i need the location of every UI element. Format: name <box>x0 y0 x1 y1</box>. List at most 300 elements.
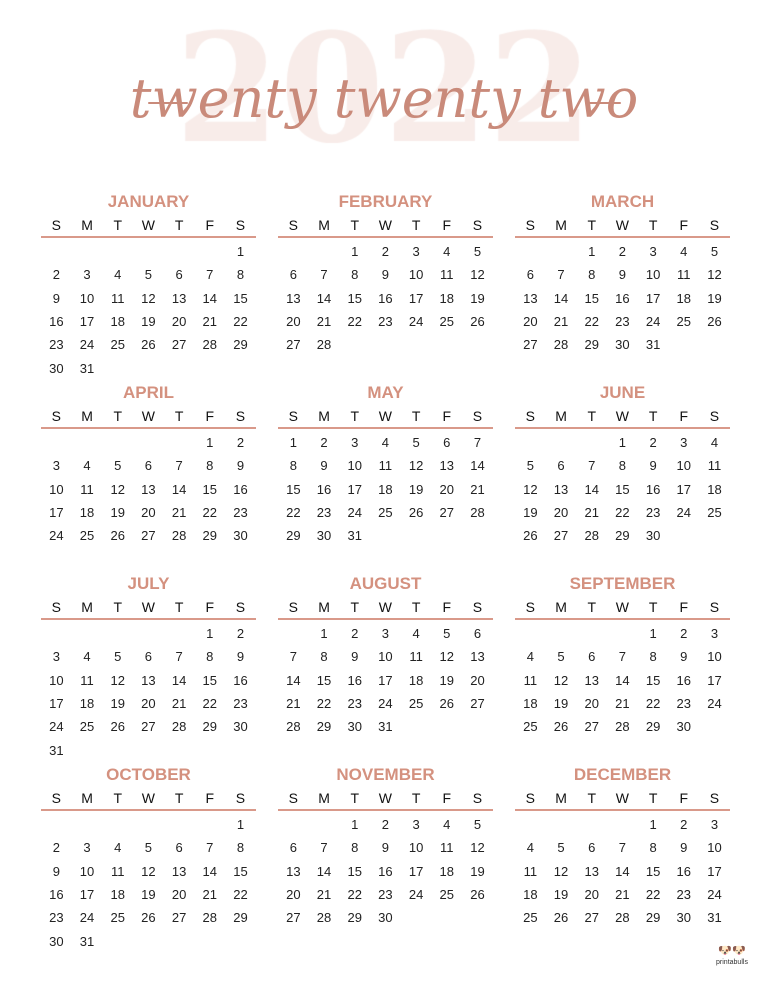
day-cell: 29 <box>233 910 248 926</box>
weekday-label: M <box>318 790 330 806</box>
day-cell: 15 <box>316 672 332 688</box>
week-row <box>41 431 256 454</box>
day-cell: 25 <box>439 887 455 903</box>
weekday-label: T <box>113 408 122 424</box>
day-cell: 3 <box>680 435 688 451</box>
day-cell: 30 <box>49 933 64 949</box>
day-cell: 12 <box>141 290 156 306</box>
day-cell: 28 <box>171 528 187 544</box>
day-cell: 15 <box>233 863 248 879</box>
weekday-label: F <box>205 408 215 424</box>
weekday-label: S <box>525 790 536 806</box>
day-cell: 10 <box>378 649 393 665</box>
day-cell: 21 <box>553 314 569 330</box>
day-cell: 6 <box>443 435 451 451</box>
day-cell: 25 <box>110 910 125 926</box>
day-cell: 8 <box>588 267 596 283</box>
day-cell: 8 <box>618 458 627 474</box>
day-cell: 7 <box>588 458 596 474</box>
month-name: JANUARY <box>107 192 190 211</box>
weekday-label: S <box>51 217 62 233</box>
day-cell: 22 <box>645 887 661 903</box>
day-cell: 30 <box>645 528 661 544</box>
day-cell: 11 <box>440 840 454 856</box>
month-march <box>515 190 730 356</box>
day-cell: 25 <box>110 337 125 353</box>
day-cell: 2 <box>52 267 60 283</box>
week-row <box>515 431 730 454</box>
day-cell: 5 <box>412 435 420 451</box>
day-cell: 7 <box>618 840 627 856</box>
day-cell: 18 <box>676 290 692 306</box>
day-cell: 13 <box>470 649 485 665</box>
weekday-label: M <box>318 217 330 233</box>
day-cell: 22 <box>584 314 599 330</box>
day-cell: 10 <box>707 840 722 856</box>
day-cell: 31 <box>49 742 64 758</box>
day-cell: 27 <box>584 719 599 735</box>
day-cell: 15 <box>645 672 661 688</box>
day-cell: 31 <box>645 337 661 353</box>
week-row <box>515 263 730 286</box>
week-row <box>41 669 256 692</box>
day-cell: 22 <box>233 887 248 903</box>
day-cell: 19 <box>470 863 485 879</box>
day-cell: 1 <box>588 244 596 260</box>
week-row <box>278 263 493 286</box>
weekday-label: T <box>587 790 596 806</box>
weekday-label: F <box>442 790 452 806</box>
week-row <box>515 454 730 477</box>
weekday-header <box>515 214 730 238</box>
day-cell: 16 <box>233 672 248 688</box>
week-row <box>515 478 730 501</box>
day-cell: 26 <box>707 314 722 330</box>
day-cell: 24 <box>645 314 661 330</box>
day-cell: 10 <box>49 481 64 497</box>
day-cell: 15 <box>233 290 248 306</box>
day-cell: 26 <box>553 910 569 926</box>
day-cell: 3 <box>710 626 719 642</box>
weekday-label: M <box>318 599 330 615</box>
month-name: MAY <box>367 383 404 402</box>
weekday-header <box>41 405 256 429</box>
week-row <box>41 240 256 263</box>
day-cell: 11 <box>378 458 393 474</box>
day-cell: 20 <box>584 696 599 712</box>
weekday-label: W <box>378 408 393 424</box>
weekday-label: S <box>525 599 536 615</box>
day-cell: 23 <box>676 696 692 712</box>
day-cell: 10 <box>79 863 95 879</box>
day-cell: 21 <box>615 887 630 903</box>
day-cell: 14 <box>202 863 218 879</box>
day-cell: 26 <box>110 528 125 544</box>
day-cell: 24 <box>676 505 692 521</box>
day-cell: 23 <box>378 314 393 330</box>
day-cell: 24 <box>347 505 362 521</box>
day-cell: 28 <box>615 719 630 735</box>
day-cell: 26 <box>523 528 538 544</box>
day-cell: 16 <box>316 481 332 497</box>
weekday-label: W <box>141 599 156 615</box>
day-cell: 19 <box>707 290 722 306</box>
day-cell: 24 <box>408 314 424 330</box>
day-cell: 8 <box>320 649 328 665</box>
weekday-label: S <box>288 408 299 424</box>
weekday-label: F <box>205 217 215 233</box>
weekday-label: F <box>205 599 215 615</box>
day-cell: 17 <box>79 314 95 330</box>
day-cell: 4 <box>680 244 688 260</box>
day-cell: 2 <box>680 626 688 642</box>
day-cell: 24 <box>378 696 393 712</box>
day-cell: 10 <box>676 458 692 474</box>
day-cell: 16 <box>676 672 692 688</box>
day-cell: 5 <box>473 244 482 260</box>
day-cell: 18 <box>439 290 455 306</box>
weekday-label: T <box>587 408 596 424</box>
weekday-label: S <box>288 217 299 233</box>
weekday-label: T <box>587 217 596 233</box>
day-cell: 17 <box>79 887 95 903</box>
day-cell: 26 <box>470 887 485 903</box>
week-row <box>515 310 730 333</box>
month-october <box>41 763 256 953</box>
day-cell: 10 <box>49 672 64 688</box>
day-cell: 5 <box>114 649 122 665</box>
week-row <box>515 813 730 836</box>
weekday-label: S <box>472 790 483 806</box>
day-cell: 16 <box>615 290 630 306</box>
week-row <box>515 333 730 356</box>
day-cell: 27 <box>439 505 455 521</box>
day-cell: 17 <box>645 290 661 306</box>
day-cell: 12 <box>110 481 125 497</box>
day-cell: 9 <box>351 649 359 665</box>
day-cell: 5 <box>473 817 482 833</box>
week-row <box>515 860 730 883</box>
day-cell: 12 <box>553 672 569 688</box>
day-cell: 4 <box>381 435 390 451</box>
day-cell: 14 <box>316 863 332 879</box>
day-cell: 24 <box>49 528 64 544</box>
week-row <box>278 669 493 692</box>
day-cell: 17 <box>707 863 722 879</box>
day-cell: 4 <box>114 267 122 283</box>
weekday-label: T <box>174 217 184 233</box>
day-cell: 18 <box>110 887 125 903</box>
day-cell: 7 <box>320 840 328 856</box>
day-cell: 19 <box>110 696 125 712</box>
day-cell: 16 <box>378 290 393 306</box>
day-cell: 4 <box>710 435 719 451</box>
day-cell: 24 <box>79 910 95 926</box>
day-cell: 11 <box>523 672 538 688</box>
week-row <box>515 906 730 929</box>
day-cell: 28 <box>553 337 569 353</box>
day-cell: 9 <box>52 290 60 306</box>
day-cell: 2 <box>381 244 390 260</box>
week-row <box>41 645 256 668</box>
day-cell: 14 <box>553 290 569 306</box>
day-cell: 23 <box>49 910 64 926</box>
day-cell: 20 <box>286 887 301 903</box>
day-cell: 21 <box>171 505 187 521</box>
day-cell: 4 <box>526 649 534 665</box>
day-cell: 23 <box>645 505 661 521</box>
day-cell: 28 <box>316 910 332 926</box>
day-cell: 12 <box>439 649 455 665</box>
day-cell: 6 <box>557 458 565 474</box>
weekday-header <box>41 596 256 620</box>
day-cell: 21 <box>286 696 301 712</box>
day-cell: 1 <box>351 244 359 260</box>
day-cell: 17 <box>49 696 64 712</box>
week-row <box>515 715 730 738</box>
day-cell: 20 <box>141 696 156 712</box>
day-cell: 26 <box>439 696 455 712</box>
weekday-label: F <box>442 599 452 615</box>
day-cell: 23 <box>347 696 362 712</box>
day-cell: 5 <box>443 626 451 642</box>
weekday-label: S <box>235 408 246 424</box>
day-cell: 1 <box>206 626 214 642</box>
day-cell: 15 <box>286 481 301 497</box>
weekday-label: T <box>174 408 184 424</box>
week-row <box>41 310 256 333</box>
day-cell: 20 <box>470 672 485 688</box>
weekday-header <box>515 787 730 811</box>
day-cell: 21 <box>470 481 485 497</box>
day-cell: 29 <box>615 528 630 544</box>
day-cell: 15 <box>645 863 661 879</box>
day-cell: 30 <box>233 528 248 544</box>
weekday-label: T <box>648 217 658 233</box>
day-cell: 30 <box>233 719 248 735</box>
day-cell: 28 <box>202 337 218 353</box>
day-cell: 28 <box>171 719 187 735</box>
day-cell: 6 <box>175 840 183 856</box>
day-cell: 10 <box>645 267 661 283</box>
week-row <box>515 240 730 263</box>
day-cell: 4 <box>443 244 451 260</box>
day-cell: 19 <box>553 887 569 903</box>
day-cell: 29 <box>584 337 599 353</box>
weekday-label: M <box>318 408 330 424</box>
month-june <box>515 381 730 547</box>
day-cell: 27 <box>171 910 187 926</box>
month-november <box>278 763 493 929</box>
day-cell: 13 <box>584 863 599 879</box>
day-cell: 22 <box>347 887 362 903</box>
day-cell: 4 <box>443 817 451 833</box>
day-cell: 2 <box>52 840 60 856</box>
weekday-label: S <box>472 599 483 615</box>
week-row <box>41 478 256 501</box>
weekday-label: S <box>51 408 62 424</box>
day-cell: 2 <box>236 626 245 642</box>
day-cell: 5 <box>144 267 153 283</box>
day-cell: 17 <box>676 481 692 497</box>
month-name: OCTOBER <box>106 765 191 784</box>
day-cell: 11 <box>80 672 94 688</box>
weekday-label: W <box>615 217 630 233</box>
weekday-label: T <box>587 599 596 615</box>
day-cell: 2 <box>680 817 688 833</box>
day-cell: 26 <box>408 505 424 521</box>
day-cell: 16 <box>49 887 64 903</box>
day-cell: 8 <box>206 458 214 474</box>
day-cell: 16 <box>233 481 248 497</box>
weekday-header <box>278 787 493 811</box>
day-cell: 17 <box>408 290 424 306</box>
day-cell: 16 <box>49 314 64 330</box>
day-cell: 21 <box>584 505 599 521</box>
day-cell: 24 <box>49 719 64 735</box>
day-cell: 5 <box>557 840 565 856</box>
day-cell: 17 <box>378 672 393 688</box>
day-cell: 10 <box>347 458 362 474</box>
day-cell: 17 <box>347 481 362 497</box>
week-row <box>41 738 256 761</box>
day-cell: 5 <box>557 649 565 665</box>
weekday-label: M <box>555 599 567 615</box>
day-cell: 7 <box>175 458 183 474</box>
day-cell: 31 <box>79 933 95 949</box>
day-cell: 1 <box>236 244 245 260</box>
day-cell: 14 <box>615 672 630 688</box>
week-row <box>278 906 493 929</box>
day-cell: 1 <box>236 817 245 833</box>
week-row <box>515 883 730 906</box>
day-cell: 22 <box>233 314 248 330</box>
day-cell: 28 <box>202 910 218 926</box>
day-cell: 29 <box>233 337 248 353</box>
day-cell: 30 <box>347 719 362 735</box>
day-cell: 27 <box>470 696 485 712</box>
weekday-label: F <box>442 408 452 424</box>
day-cell: 2 <box>649 435 657 451</box>
day-cell: 20 <box>523 314 538 330</box>
day-cell: 1 <box>206 435 214 451</box>
week-row <box>41 524 256 547</box>
day-cell: 16 <box>347 672 362 688</box>
day-cell: 9 <box>680 840 688 856</box>
day-cell: 15 <box>202 672 218 688</box>
weekday-label: F <box>679 217 689 233</box>
day-cell: 12 <box>470 267 485 283</box>
day-cell: 29 <box>645 719 661 735</box>
day-cell: 30 <box>615 337 630 353</box>
week-row <box>278 478 493 501</box>
month-name: FEBRUARY <box>338 192 433 211</box>
weekday-label: M <box>81 408 93 424</box>
weekday-label: W <box>378 790 393 806</box>
day-cell: 18 <box>523 696 538 712</box>
day-cell: 23 <box>316 505 332 521</box>
day-cell: 16 <box>676 863 692 879</box>
day-cell: 3 <box>710 817 719 833</box>
month-august <box>278 572 493 738</box>
day-cell: 16 <box>378 863 393 879</box>
week-row <box>278 883 493 906</box>
weekday-label: S <box>709 790 720 806</box>
day-cell: 25 <box>408 696 424 712</box>
day-cell: 27 <box>141 719 156 735</box>
day-cell: 13 <box>171 290 187 306</box>
day-cell: 6 <box>289 267 297 283</box>
day-cell: 20 <box>286 314 301 330</box>
day-cell: 8 <box>289 458 297 474</box>
day-cell: 23 <box>233 505 248 521</box>
week-row <box>278 431 493 454</box>
day-cell: 3 <box>83 267 91 283</box>
day-cell: 25 <box>439 314 455 330</box>
week-row <box>278 524 493 547</box>
day-cell: 30 <box>49 360 64 376</box>
day-cell: 14 <box>171 672 187 688</box>
weekday-label: W <box>141 217 156 233</box>
day-cell: 26 <box>141 910 156 926</box>
day-cell: 30 <box>316 528 332 544</box>
day-cell: 7 <box>557 267 565 283</box>
week-row <box>278 836 493 859</box>
day-cell: 28 <box>615 910 630 926</box>
day-cell: 12 <box>141 863 156 879</box>
weekday-label: T <box>350 408 359 424</box>
day-cell: 11 <box>523 863 538 879</box>
weekday-header <box>278 405 493 429</box>
week-row <box>278 860 493 883</box>
week-row <box>515 836 730 859</box>
day-cell: 25 <box>79 719 95 735</box>
day-cell: 31 <box>378 719 393 735</box>
day-cell: 2 <box>618 244 627 260</box>
day-cell: 17 <box>49 505 64 521</box>
day-cell: 18 <box>707 481 722 497</box>
day-cell: 3 <box>83 840 91 856</box>
day-cell: 28 <box>470 505 485 521</box>
day-cell: 2 <box>236 435 245 451</box>
day-cell: 14 <box>615 863 630 879</box>
week-row <box>41 263 256 286</box>
weekday-label: F <box>679 408 689 424</box>
day-cell: 29 <box>316 719 332 735</box>
day-cell: 22 <box>286 505 301 521</box>
day-cell: 23 <box>49 337 64 353</box>
week-row <box>41 622 256 645</box>
day-cell: 9 <box>680 649 688 665</box>
day-cell: 5 <box>710 244 719 260</box>
day-cell: 31 <box>347 528 362 544</box>
weekday-label: S <box>709 599 720 615</box>
day-cell: 10 <box>79 290 95 306</box>
day-cell: 6 <box>526 267 534 283</box>
day-cell: 3 <box>412 244 420 260</box>
day-cell: 15 <box>584 290 599 306</box>
day-cell: 29 <box>202 719 218 735</box>
day-cell: 21 <box>202 887 218 903</box>
weekday-label: S <box>709 217 720 233</box>
day-cell: 12 <box>110 672 125 688</box>
day-cell: 15 <box>615 481 630 497</box>
day-cell: 1 <box>618 435 627 451</box>
dog-icon: 🐶🐶 <box>718 945 746 957</box>
weekday-label: M <box>555 408 567 424</box>
day-cell: 24 <box>408 887 424 903</box>
day-cell: 6 <box>588 649 596 665</box>
